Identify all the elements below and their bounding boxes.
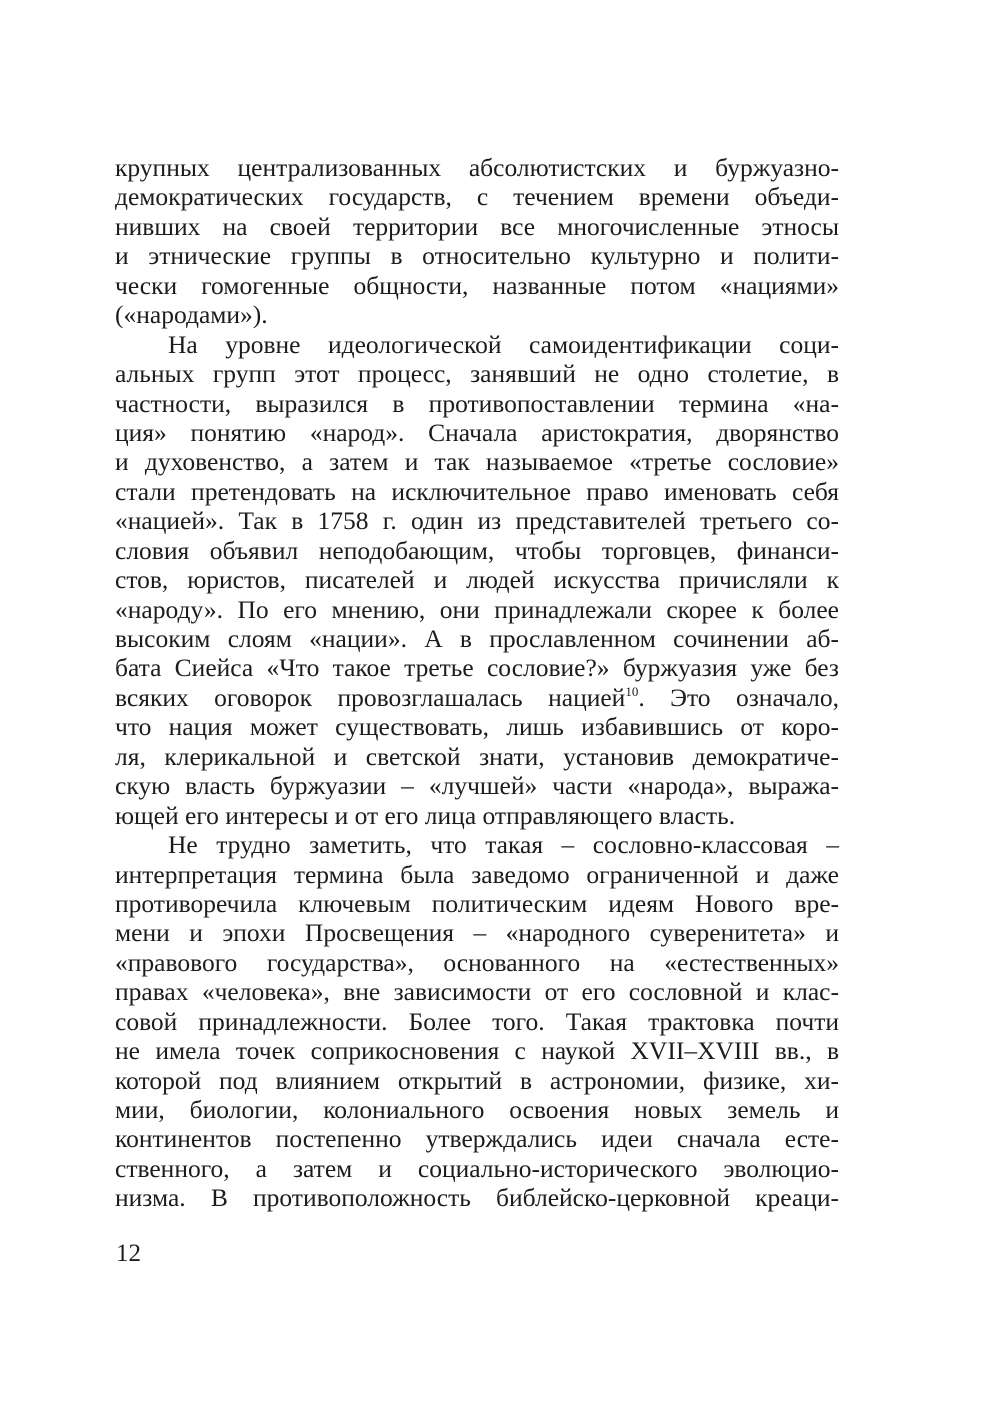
text-line: мени и эпохи Просвещения – «народного суверенитета» и bbox=[115, 918, 839, 948]
text-line: частности, выразился в противопоставлении термина «на- bbox=[115, 388, 839, 418]
text-line: которой под влиянием открытий в астрономии, физике, хи- bbox=[115, 1065, 839, 1095]
text-line: противоречила ключевым политическим идеям Нового вре- bbox=[115, 888, 839, 918]
text-line: правах «человека», вне зависимости от его сословной и клас- bbox=[115, 977, 839, 1007]
text-line: демократических государств, с течением времени объеди- bbox=[115, 182, 839, 212]
text-line: стов, юристов, писателей и людей искусства причисляли к bbox=[115, 565, 839, 595]
text-line: и духовенство, а затем и так называемое «третье сословие» bbox=[115, 447, 839, 477]
text-line: что нация может существовать, лишь избавившись от коро- bbox=[115, 712, 839, 742]
text-fragment: . Это означало, bbox=[638, 682, 839, 712]
text-line: не имела точек соприкосновения с наукой XVII–XVIII вв., в bbox=[115, 1036, 839, 1066]
text-line: ющей его интересы и от его лица отправляющего власть. bbox=[115, 800, 736, 830]
text-line: альных групп этот процесс, занявший не одно столетие, в bbox=[115, 359, 839, 389]
text-line: («народами»). bbox=[115, 300, 268, 330]
text-line: На уровне идеологической самоидентификации соци- bbox=[168, 329, 839, 359]
paragraph-3 bbox=[115, 830, 839, 1213]
paragraph-2 bbox=[115, 330, 839, 830]
text-line: низма. В противоположность библейско-церковной креаци- bbox=[115, 1183, 839, 1213]
footnote-reference[interactable]: 10 bbox=[625, 683, 639, 699]
text-line: континентов постепенно утверждались идеи сначала есте- bbox=[115, 1124, 839, 1154]
paragraph-1 bbox=[115, 153, 839, 330]
text-line: высоким слоям «нации». А в прославленном сочинении аб- bbox=[115, 624, 839, 653]
page-number: 12 bbox=[116, 1240, 141, 1267]
text-line: скую власть буржуазии – «лучшей» части «народа», выража- bbox=[115, 771, 839, 801]
text-line-with-footnote bbox=[115, 683, 839, 712]
text-line: «нацией». Так в 1758 г. один из представителей третьего со- bbox=[115, 506, 839, 536]
text-line: и этнические группы в относительно культурно и полити- bbox=[115, 241, 839, 271]
text-line: «народу». По его мнению, они принадлежали скорее к более bbox=[115, 594, 839, 624]
text-line: «правового государства», основанного на «естественных» bbox=[115, 947, 839, 977]
text-line: совой принадлежности. Более того. Такая трактовка почти bbox=[115, 1006, 839, 1036]
text-fragment: всяких оговорок провозглашалась нацией bbox=[115, 682, 626, 712]
text-line: интерпретация термина была заведомо ограниченной и даже bbox=[115, 859, 839, 889]
text-line: ственного, а затем и социально-исторического эволюцио- bbox=[115, 1153, 839, 1183]
text-line: нивших на своей территории все многочисленные этносы bbox=[115, 211, 839, 241]
body-text bbox=[115, 153, 839, 1213]
text-line: мии, биологии, колониального освоения новых земель и bbox=[115, 1095, 839, 1124]
text-line: ция» понятию «народ». Сначала аристократия, дворянство bbox=[115, 417, 839, 447]
text-line: стали претендовать на исключительное право именовать себя bbox=[115, 476, 839, 506]
text-line: крупных централизованных абсолютистских и буржуазно- bbox=[115, 153, 839, 182]
text-line: ля, клерикальной и светской знати, установив демократиче- bbox=[115, 741, 839, 771]
text-line: чески гомогенные общности, названные потом «нациями» bbox=[115, 270, 839, 300]
text-line: бата Сиейса «Что такое третье сословие?» буржуазия уже без bbox=[115, 653, 839, 683]
text-line: словия объявил неподобающим, чтобы торговцев, финанси- bbox=[115, 535, 839, 565]
text-line: Не трудно заметить, что такая – сословно-классовая – bbox=[168, 830, 839, 860]
